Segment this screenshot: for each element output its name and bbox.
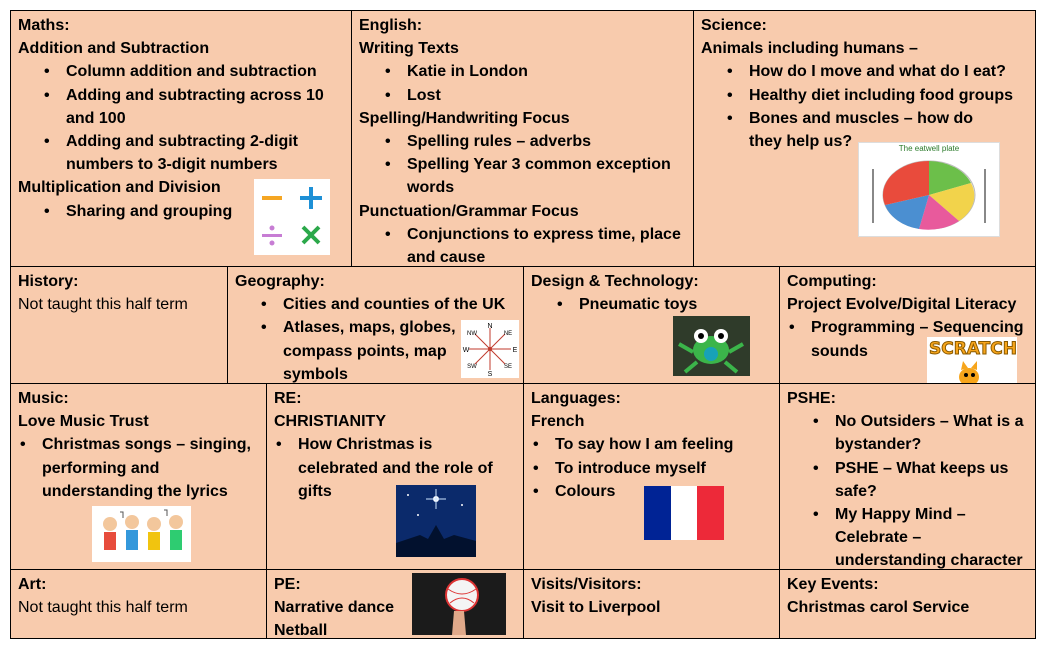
music-cell: [10, 383, 267, 570]
list-item: • My Happy Mind – Celebrate – understanding character: [787, 503, 1028, 570]
visits-heading: Visits/Visitors:: [531, 576, 642, 593]
science-cell: [693, 10, 1036, 267]
science-sub: Animals including humans –: [701, 40, 918, 58]
maths-sub-addition: Addition and Subtraction: [18, 40, 210, 58]
compass-se: SE: [503, 364, 513, 370]
key-events-cell: [779, 569, 1036, 639]
maths-sub-multiplication: Multiplication and Division: [18, 179, 221, 197]
singing-children-image: [92, 506, 191, 562]
languages-cell: [523, 383, 781, 570]
list-item: • Lost: [359, 84, 686, 107]
english-heading: English:: [359, 17, 423, 34]
dt-list: [531, 293, 773, 316]
pe-line-1: Narrative dance: [274, 599, 395, 617]
art-cell: [10, 569, 267, 639]
re-cell: [266, 383, 524, 570]
flag-blue: [644, 486, 671, 540]
english-list-2: [359, 130, 686, 200]
list-item: • Spelling Year 3 common exception words: [359, 153, 686, 199]
list-item: • Colours: [531, 480, 773, 503]
english-cell: [351, 10, 694, 267]
list-item: • No Outsiders – What is a bystander?: [787, 410, 1028, 456]
compass-ne: NE: [503, 331, 513, 337]
list-item: • Column addition and subtraction: [18, 60, 344, 83]
english-sub-writing: Writing Texts: [359, 40, 459, 58]
list-item: • To introduce myself: [531, 457, 773, 480]
compass-n: N: [487, 323, 493, 330]
list-item: • Katie in London: [359, 60, 686, 83]
history-cell: [10, 266, 228, 384]
list-item: • Adding and subtracting 2-digit numbers to 3-digit numbers: [18, 130, 344, 176]
english-list-1: [359, 60, 686, 106]
pe-cell: [266, 569, 524, 639]
list-item: • PSHE – What keeps us safe?: [787, 457, 1028, 503]
pe-heading: PE:: [274, 576, 301, 593]
list-item: • Cities and counties of the UK: [235, 293, 516, 316]
history-heading: History:: [18, 273, 79, 290]
maths-operators-icon: [254, 179, 330, 255]
netball-image: [412, 573, 506, 635]
pshe-cell: [779, 383, 1036, 570]
maths-cell: [10, 10, 352, 267]
compass-s: S: [487, 371, 493, 378]
list-item: • Programming – Sequencing sounds: [787, 316, 1028, 362]
nativity-image: [396, 485, 476, 557]
geography-cell: [227, 266, 524, 384]
list-item: • How do I move and what do I eat?: [701, 60, 1024, 83]
list-item: • Spelling rules – adverbs: [359, 130, 686, 153]
english-list-3: [359, 223, 686, 267]
pshe-heading: PSHE:: [787, 390, 836, 407]
dt-cell: [523, 266, 781, 384]
re-sub: CHRISTIANITY: [274, 413, 386, 431]
computing-sub: Project Evolve/Digital Literacy: [787, 296, 1017, 314]
music-sub: Love Music Trust: [18, 413, 149, 431]
history-text: Not taught this half term: [18, 296, 188, 314]
re-list: [274, 433, 516, 503]
compass-icon: [461, 320, 519, 378]
scratch-logo: [927, 337, 1017, 384]
compass-e: E: [512, 347, 518, 354]
visits-cell: [523, 569, 781, 639]
list-item: • Bones and muscles – how do they help us?: [701, 107, 989, 153]
dt-heading: Design & Technology:: [531, 273, 699, 290]
list-item: • Christmas songs – singing, performing and understanding the lyrics: [18, 433, 259, 503]
pe-line-2: Netball: [274, 622, 328, 639]
computing-heading: Computing:: [787, 273, 877, 290]
french-flag-image: [644, 486, 724, 540]
compass-w: W: [462, 347, 470, 354]
science-list: [701, 60, 1028, 153]
flag-red: [697, 486, 724, 540]
list-item: • To say how I am feeling: [531, 433, 773, 456]
scratch-logo-text: SCRATCH: [929, 339, 1017, 359]
languages-heading: Languages:: [531, 390, 621, 407]
english-sub-spelling: Spelling/Handwriting Focus: [359, 109, 570, 127]
key-events-text: Christmas carol Service: [787, 599, 970, 617]
art-heading: Art:: [18, 576, 47, 593]
list-item: • Atlases, maps, globes, compass points, map symbols: [235, 316, 463, 384]
music-list: [18, 433, 259, 503]
art-text: Not taught this half term: [18, 599, 188, 617]
key-events-heading: Key Events:: [787, 576, 879, 593]
visits-text: Visit to Liverpool: [531, 599, 661, 617]
compass-sw: SW: [467, 364, 477, 370]
list-item: • Pneumatic toys: [531, 293, 773, 316]
languages-sub: French: [531, 413, 585, 431]
list-item: • Adding and subtracting across 10 and 100: [18, 84, 344, 130]
maths-heading: Maths:: [18, 17, 70, 34]
computing-cell: [779, 266, 1036, 384]
science-heading: Science:: [701, 17, 767, 34]
list-item: • Conjunctions to express time, place and cause: [359, 223, 686, 267]
music-heading: Music:: [18, 390, 69, 407]
list-item: • Healthy diet including food groups: [701, 84, 1024, 107]
english-sub-grammar: Punctuation/Grammar Focus: [359, 202, 579, 220]
list-item: • Sharing and grouping: [18, 200, 344, 223]
flag-white: [671, 486, 697, 540]
geography-heading: Geography:: [235, 273, 325, 290]
re-heading: RE:: [274, 390, 302, 407]
eatwell-plate-image: [858, 142, 1000, 237]
compass-nw: NW: [467, 331, 477, 337]
maths-list-1: [18, 60, 344, 176]
pshe-list: [787, 410, 1028, 570]
eatwell-plate-title: The eatwell plate: [898, 144, 960, 153]
list-item: • How Christmas is celebrated and the role of gifts: [274, 433, 508, 503]
pneumatic-toy-image: [673, 316, 750, 376]
